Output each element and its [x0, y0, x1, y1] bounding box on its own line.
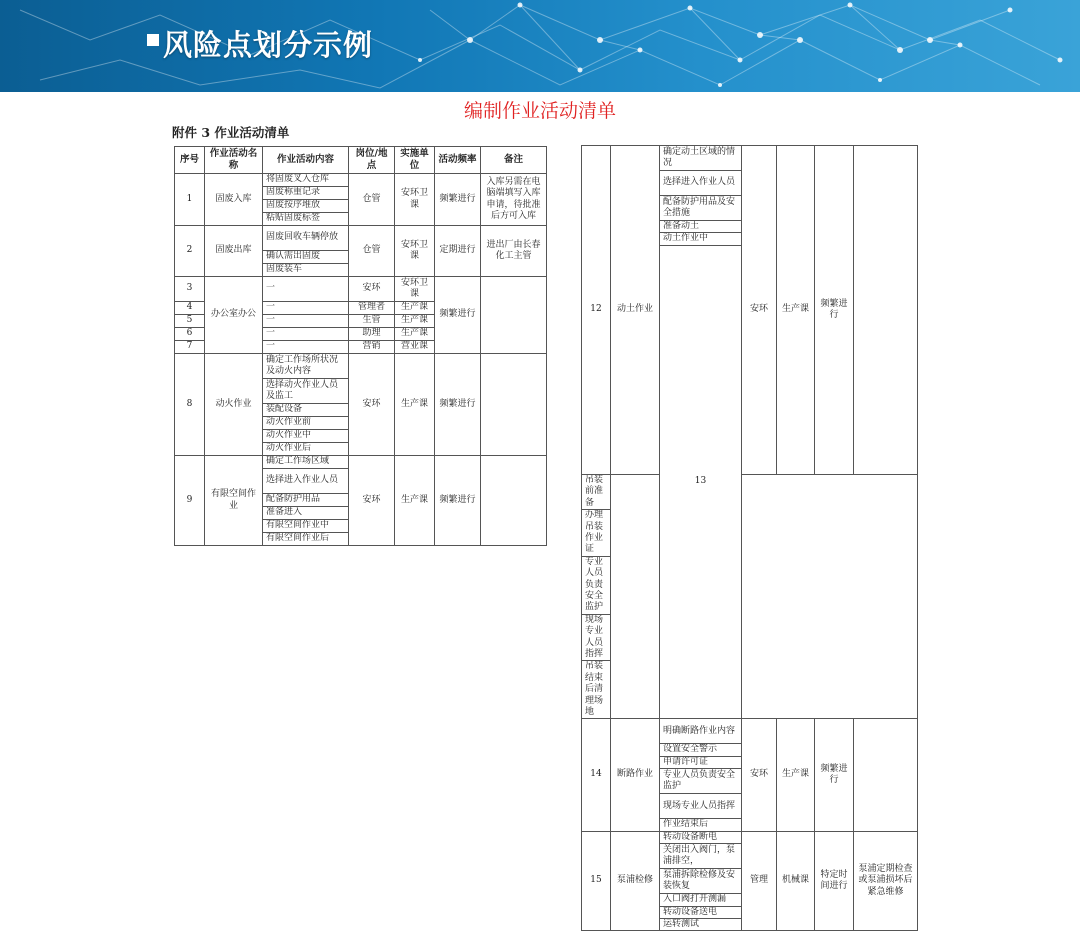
activity-name: 断路作业: [611, 719, 660, 831]
header-cell: 序号: [175, 147, 205, 174]
implementing-unit: 安环卫课: [395, 277, 435, 302]
activity-content: 选择进入作业人员: [263, 469, 349, 494]
activity-content: 一: [263, 315, 349, 328]
post-location: 管理者: [349, 302, 395, 315]
post-location: 安环: [742, 146, 777, 475]
remarks: [854, 719, 918, 831]
activity-frequency: 特定时间进行: [815, 831, 854, 931]
activity-content: 入口阀打开测漏: [660, 894, 742, 906]
remarks: 入库另需在电脑端填写入库申请，待批准后方可入库: [481, 174, 547, 226]
activity-content: 一: [263, 302, 349, 315]
attachment-label: 附件 3 作业活动清单: [172, 125, 290, 140]
activity-frequency: 频繁进行: [815, 146, 854, 475]
post-location: 管理: [742, 831, 777, 931]
remarks: [481, 277, 547, 354]
activity-name: 有限空间作业: [205, 456, 263, 546]
implementing-unit: 生产课: [395, 315, 435, 328]
activity-name: 办公室办公: [205, 277, 263, 354]
activity-content: 一: [263, 341, 349, 354]
remarks: [481, 456, 547, 546]
slide-subtitle: 编制作业活动清单: [463, 100, 616, 122]
activity-content: 现场专业人员指挥: [660, 794, 742, 819]
activity-content: 粘贴固废标签: [263, 213, 349, 226]
header-cell: 岗位/地点: [349, 147, 395, 174]
activity-content: 明确断路作业内容: [660, 719, 742, 744]
activity-frequency: 频繁进行: [435, 277, 481, 354]
post-location: 安环: [349, 277, 395, 302]
implementing-unit: 安环卫课: [395, 226, 435, 277]
activity-content: 选择动火作业人员及监工: [263, 379, 349, 404]
implementing-unit: 生产课: [395, 328, 435, 341]
activity-content: 有限空间作业后: [263, 533, 349, 546]
post-location: 安环: [349, 354, 395, 456]
activity-content: 设置安全警示: [660, 744, 742, 756]
activity-content: 选择进入作业人员: [660, 171, 742, 196]
activity-content: 将固废叉入仓库: [263, 174, 349, 187]
table-row: [175, 277, 547, 302]
header-cell: 活动频率: [435, 147, 481, 174]
row-number: 2: [175, 226, 205, 277]
implementing-unit: 安环卫课: [395, 174, 435, 226]
activity-table-right: [581, 145, 918, 931]
activity-content: 转动设备断电: [660, 831, 742, 843]
row-number: 12: [582, 146, 611, 475]
activity-content: 配备防护用品: [263, 494, 349, 507]
activity-content: 泵浦拆除检修及安装恢复: [660, 869, 742, 894]
activity-content: 关闭出入阀门，泵浦排空，: [660, 844, 742, 869]
implementing-unit: 生产课: [395, 456, 435, 546]
implementing-unit: 生产课: [777, 719, 815, 831]
table-row: [582, 831, 918, 843]
activity-content: 吊装结束后清理场地: [582, 661, 611, 719]
post-location: 生管: [349, 315, 395, 328]
implementing-unit: 生产课: [395, 354, 435, 456]
activity-content: 动火作业前: [263, 417, 349, 430]
table-row: [175, 354, 547, 379]
implementing-unit: 生产课: [777, 146, 815, 475]
activity-content: 固废回收车辆停放: [263, 226, 349, 251]
table-row: [175, 226, 547, 251]
header-cell: 实施单位: [395, 147, 435, 174]
activity-content: 一: [263, 328, 349, 341]
row-number: 7: [175, 341, 205, 354]
activity-content: 准备动土: [660, 221, 742, 233]
activity-content: 吊装前准备: [582, 474, 611, 509]
post-location: 仓管: [349, 226, 395, 277]
activity-frequency: 频繁进行: [815, 719, 854, 831]
activity-content: 专业人员负责安全监护: [660, 769, 742, 794]
activity-content: 确定动土区域的情况: [660, 146, 742, 171]
activity-content: 办理吊装作业证: [582, 510, 611, 557]
row-number: 1: [175, 174, 205, 226]
header-cell: 作业活动内容: [263, 147, 349, 174]
activity-name: 固废出库: [205, 226, 263, 277]
post-location: 助理: [349, 328, 395, 341]
post-location: 仓管: [349, 174, 395, 226]
activity-frequency: 频繁进行: [435, 354, 481, 456]
row-number: 14: [582, 719, 611, 831]
row-number: 3: [175, 277, 205, 302]
activity-frequency: 频繁进行: [435, 456, 481, 546]
activity-content: 运转测试: [660, 918, 742, 930]
implementing-unit: 生产课: [395, 302, 435, 315]
post-location: 营销: [349, 341, 395, 354]
activity-name: 动土作业: [611, 146, 660, 475]
activity-content: 固废装车: [263, 264, 349, 277]
activity-name: 动火作业: [205, 354, 263, 456]
post-location: 安环: [349, 456, 395, 546]
remarks: [481, 354, 547, 456]
row-number: 13: [660, 245, 742, 719]
header-cell: 作业活动名称: [205, 147, 263, 174]
table-row: [582, 146, 918, 171]
remarks: 泵浦定期检查或泵浦损坏后紧急维修: [854, 831, 918, 931]
header-banner: [0, 0, 1080, 92]
activity-content: 动火作业后: [263, 443, 349, 456]
activity-content: 现场专业人员指挥: [582, 614, 611, 661]
activity-content: 转动设备送电: [660, 906, 742, 918]
activity-content: 装配设备: [263, 404, 349, 417]
activity-frequency: 频繁进行: [435, 174, 481, 226]
post-location: 安环: [742, 719, 777, 831]
activity-content: 固废按序堆放: [263, 200, 349, 213]
row-number: 15: [582, 831, 611, 931]
row-number: 4: [175, 302, 205, 315]
remarks: 进出厂由长春化工主管: [481, 226, 547, 277]
title-bullet-icon: [147, 34, 159, 46]
activity-name: 泵浦检修: [611, 831, 660, 931]
activity-content: 动火作业中: [263, 430, 349, 443]
table-row: [582, 719, 918, 744]
table-row: [175, 174, 547, 187]
row-number: 6: [175, 328, 205, 341]
row-number: 5: [175, 315, 205, 328]
header-cell: 备注: [481, 147, 547, 174]
activity-content: 确定工作场所状况及动火内容: [263, 354, 349, 379]
implementing-unit: 机械课: [777, 831, 815, 931]
activity-content: 固废称重记录: [263, 187, 349, 200]
activity-content: 有限空间作业中: [263, 520, 349, 533]
activity-content: 动土作业中: [660, 233, 742, 245]
activity-content: 确认需出固废: [263, 251, 349, 264]
row-number: 9: [175, 456, 205, 546]
activity-content: 申请许可证: [660, 756, 742, 768]
activity-content: 专业人员负责安全监护: [582, 556, 611, 614]
table-row: [175, 456, 547, 469]
activity-content: 准备进入: [263, 507, 349, 520]
activity-content: 一: [263, 277, 349, 302]
activity-table-left: [174, 146, 547, 546]
implementing-unit: 营业课: [395, 341, 435, 354]
activity-content: 作业结束后: [660, 819, 742, 831]
slide-title: 风险点划分示例: [163, 28, 374, 62]
table-header-row: [175, 147, 547, 174]
remarks: [854, 146, 918, 475]
activity-name: 固废入库: [205, 174, 263, 226]
network-pattern-graphic: [0, 0, 1080, 92]
row-number: 8: [175, 354, 205, 456]
activity-content: 配备防护用品及安全措施: [660, 196, 742, 221]
activity-frequency: 定期进行: [435, 226, 481, 277]
activity-content: 确定工作场区域: [263, 456, 349, 469]
